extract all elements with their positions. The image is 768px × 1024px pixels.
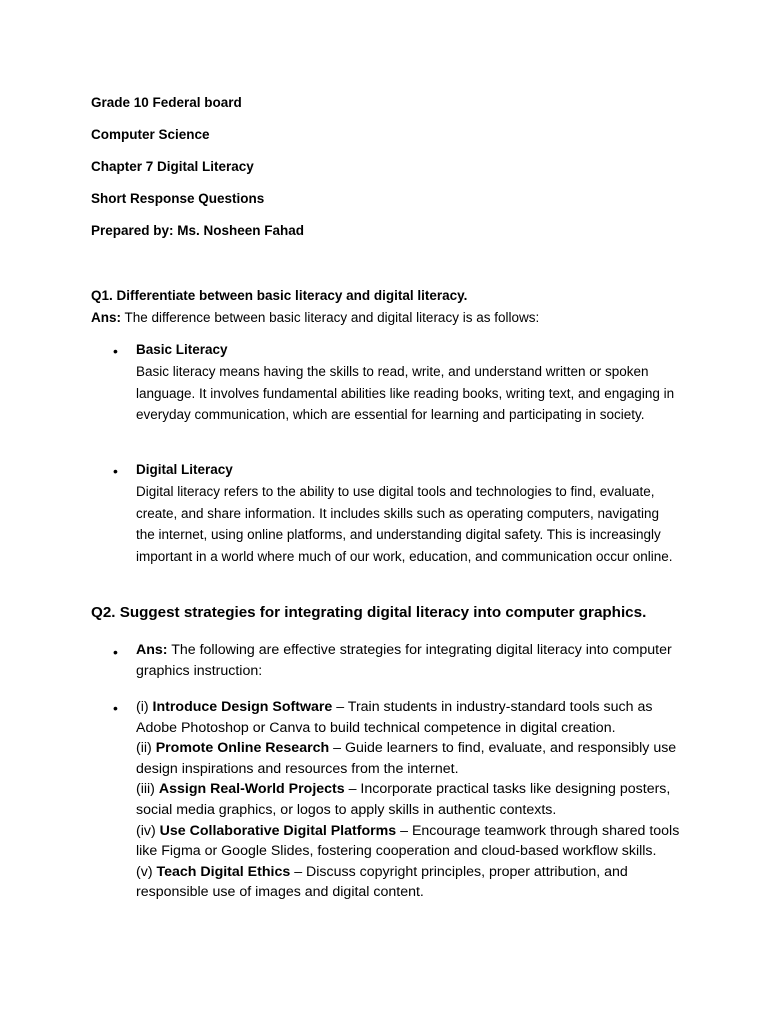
q2-strategy-item	[136, 779, 686, 820]
q1-ans-text: The difference between basic literacy and digital literacy is as follows:	[121, 310, 540, 325]
q1-ans-label: Ans:	[91, 310, 121, 325]
strategy-number: (iv)	[136, 822, 160, 839]
strategy-text: – Discuss copyright principles, proper attribution, and responsible use of images and digital content.	[136, 863, 628, 901]
q1-answer-intro	[91, 310, 539, 325]
grade-heading: Grade 10 Federal board	[91, 95, 242, 110]
q2-strategy-item	[136, 862, 686, 903]
strategy-title: Use Collaborative Digital Platforms	[159, 822, 397, 839]
strategy-text: – Encourage teamwork through shared tools like Figma or Google Slides, fostering cooperation and cloud-based workflow skills.	[136, 822, 680, 860]
q1-item-digital-literacy	[136, 459, 676, 568]
strategy-title: Assign Real-World Projects	[158, 781, 345, 798]
q2-strategy-item	[136, 738, 686, 779]
strategy-text: – Guide learners to find, evaluate, and responsibly use design inspirations and resources from the internet.	[136, 740, 677, 777]
q1-item-body: Digital literacy refers to the ability to use digital tools and technologies to find, evaluate, create, and share information. It includes skills such as operating computers, navigating the internet, using online platforms, and understanding digital safety. This is increasingly important in a world where much of our work, education, and communication occur online.	[136, 483, 673, 565]
q2-ans-text: The following are effective strategies for integrating digital literacy into computer graphics instruction:	[136, 642, 672, 679]
subject-heading: Computer Science	[91, 127, 210, 142]
prepared-by-heading: Prepared by: Ms. Nosheen Fahad	[91, 223, 305, 238]
q2-strategy-item	[136, 697, 686, 738]
q1-item-title: Digital Literacy	[136, 462, 233, 477]
q2-strategy-item	[136, 821, 686, 862]
q2-question: Q2. Suggest strategies for integrating digital literacy into computer graphics.	[91, 604, 647, 621]
strategy-title: Promote Online Research	[155, 740, 330, 757]
strategy-text: – Train students in industry-standard tools such as Adobe Photoshop or Canva to build technical competence in digital creation.	[136, 699, 653, 736]
bullet-icon: •	[113, 343, 118, 359]
bullet-icon: •	[113, 644, 118, 660]
strategy-title: Teach Digital Ethics	[156, 863, 291, 880]
q2-answer-intro	[136, 640, 686, 681]
q1-question: Q1. Differentiate between basic literacy and digital literacy.	[91, 288, 468, 303]
strategy-number: (ii)	[136, 740, 156, 757]
strategy-title: Introduce Design Software	[152, 699, 333, 715]
q2-strategies-list	[136, 697, 686, 903]
bullet-icon: •	[113, 700, 118, 716]
q2-ans-label: Ans:	[136, 642, 168, 658]
strategy-number: (iii)	[136, 781, 159, 798]
chapter-heading: Chapter 7 Digital Literacy	[91, 159, 254, 174]
section-heading: Short Response Questions	[91, 191, 265, 206]
q1-item-title: Basic Literacy	[136, 342, 228, 357]
q1-item-body: Basic literacy means having the skills to read, write, and understand written or spoken language. It involves fundamental abilities like reading books, writing text, and engaging in everyday communication, which are essential for learning and participating in society.	[136, 363, 675, 423]
bullet-icon: •	[113, 463, 118, 479]
strategy-number: (v)	[136, 863, 157, 880]
strategy-number: (i)	[136, 699, 153, 715]
strategy-text: – Incorporate practical tasks like designing posters, social media graphics, or logos to apply skills in authentic contexts.	[136, 781, 671, 818]
q1-item-basic-literacy	[136, 339, 676, 426]
